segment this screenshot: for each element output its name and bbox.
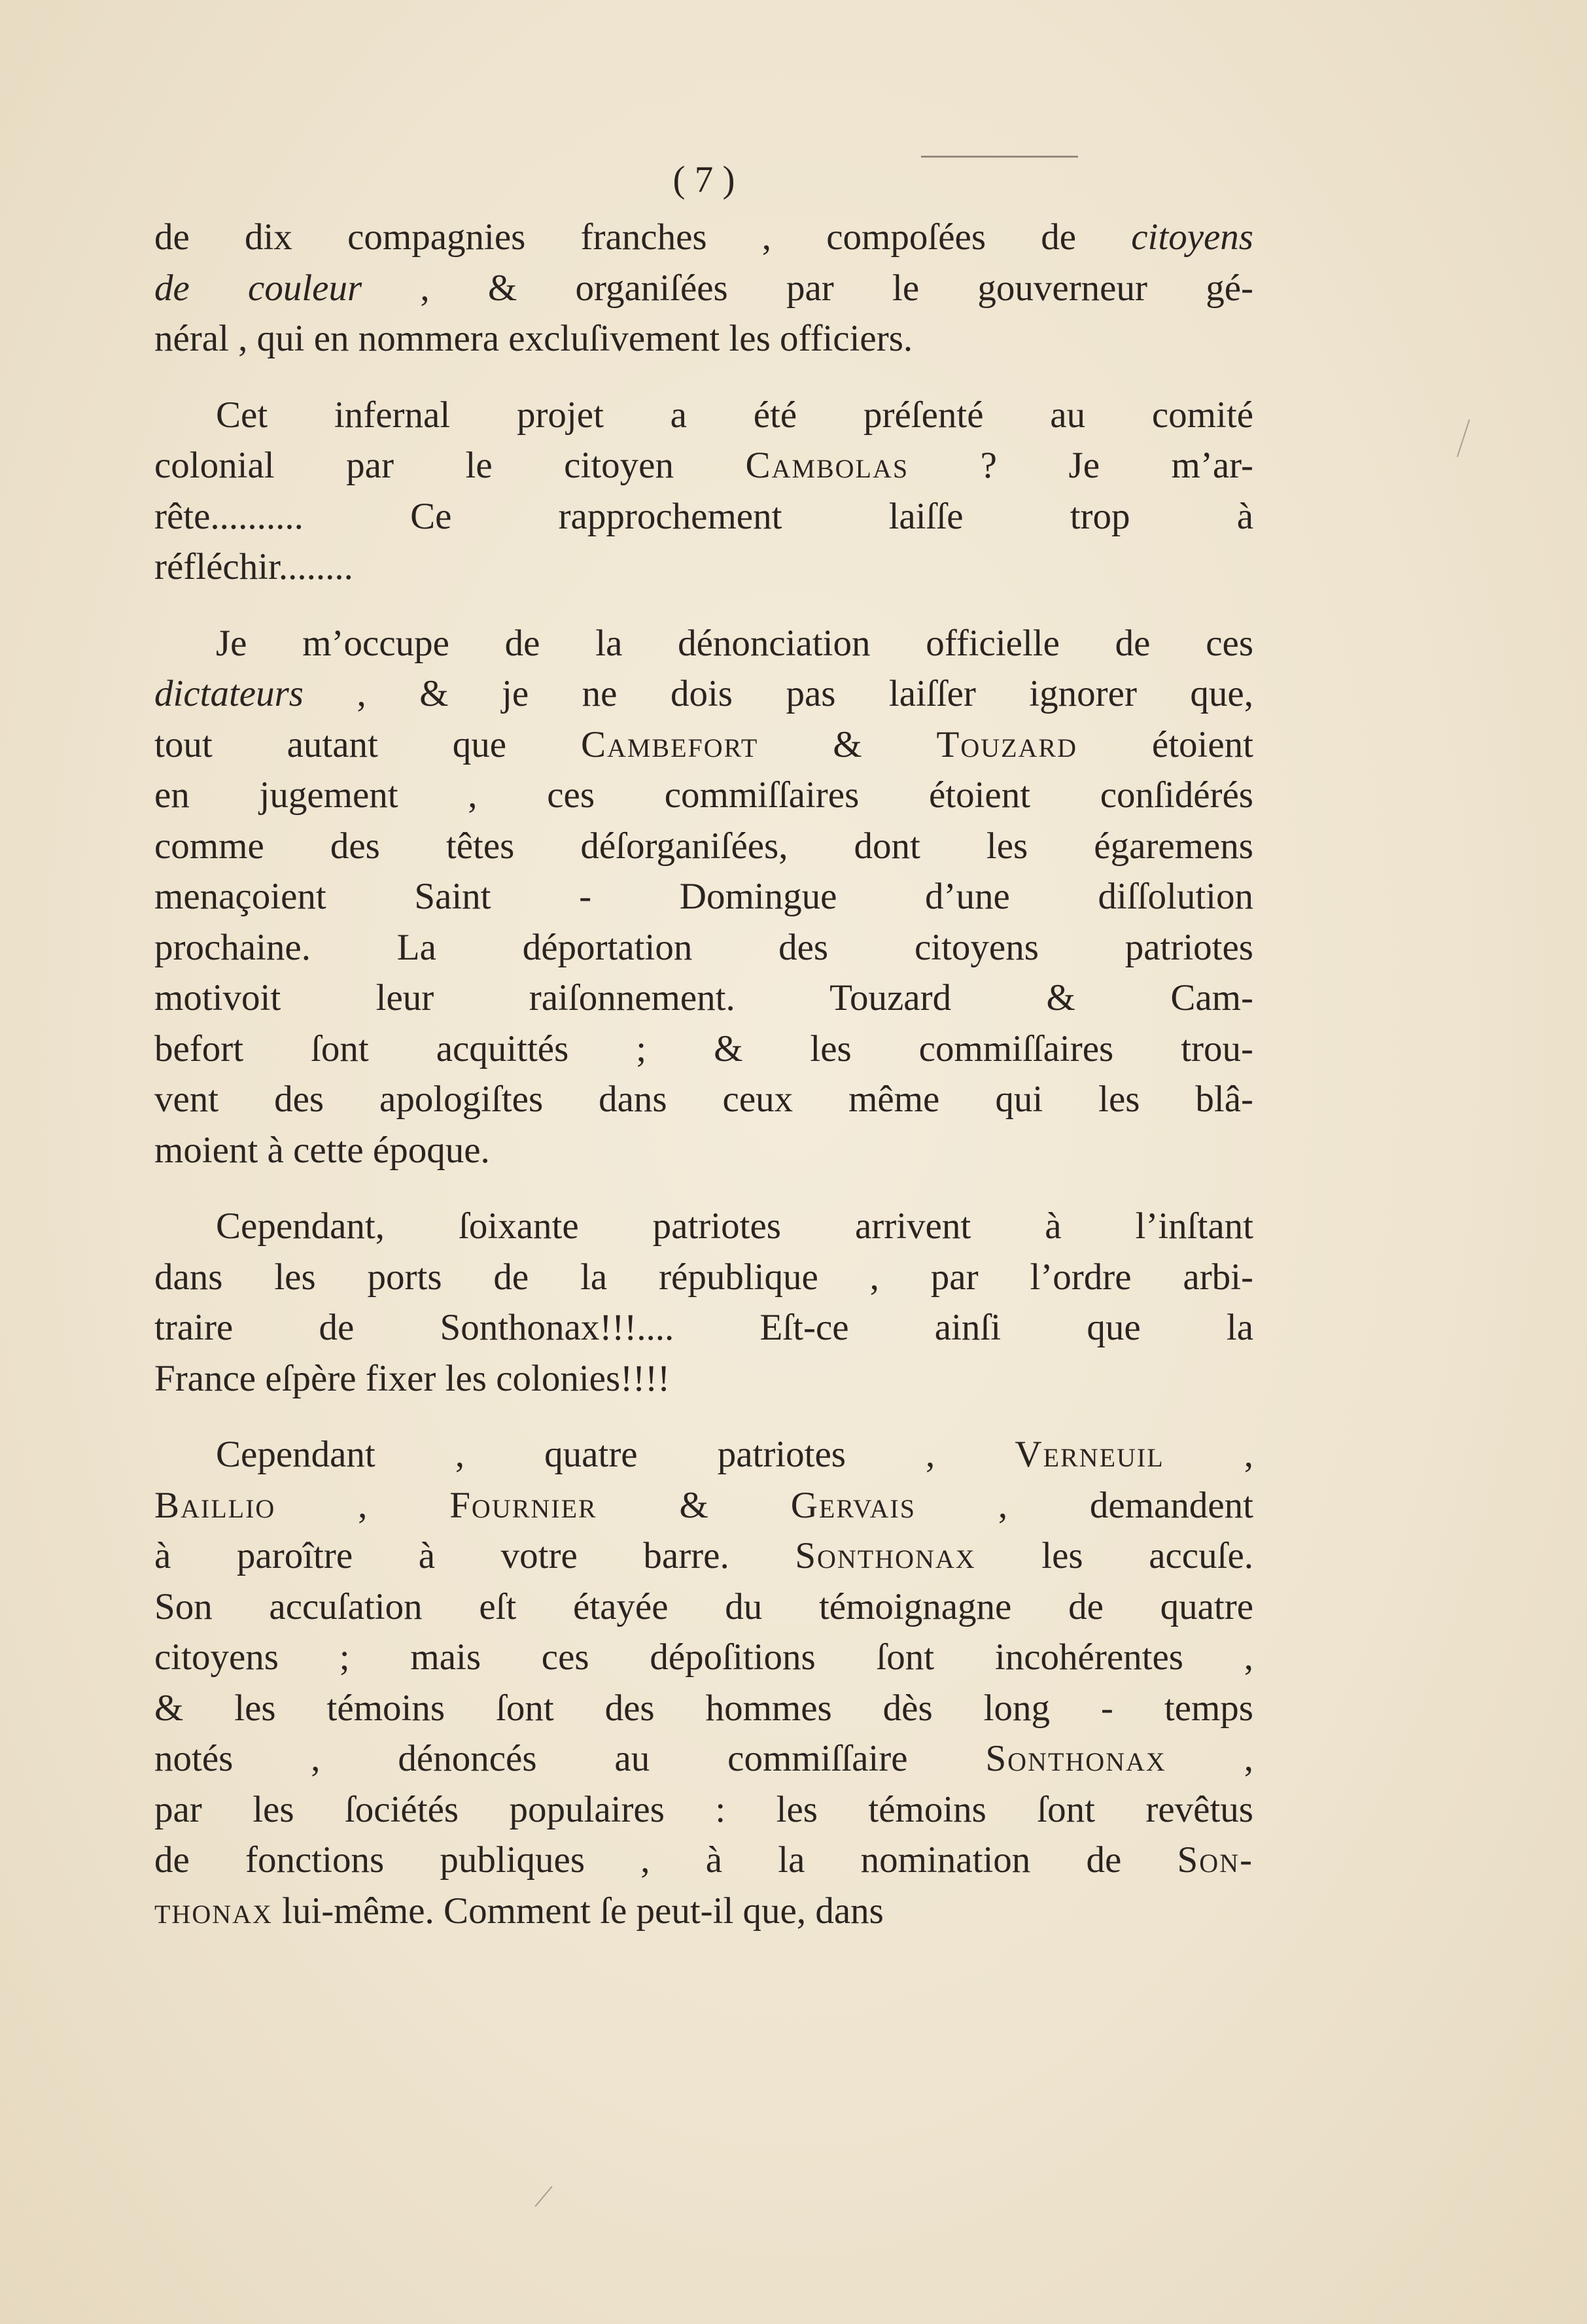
text-run: , bbox=[1166, 1738, 1253, 1779]
text-line bbox=[154, 871, 1253, 922]
small-caps-run: Cambefort bbox=[580, 723, 759, 765]
body-text bbox=[154, 212, 1253, 1936]
text-run: en jugement , ces commiſſaires étoient conſidérés bbox=[154, 774, 1253, 816]
text-run: & bbox=[758, 723, 937, 765]
text-run: notés , dénoncés au commiſſaire bbox=[154, 1738, 986, 1779]
text-run: & bbox=[597, 1484, 791, 1526]
text-run: rête.......... Ce rapprochement laiſſe trop à bbox=[154, 495, 1253, 537]
text-run: moient à cette époque. bbox=[154, 1129, 490, 1171]
paragraph bbox=[154, 390, 1253, 593]
text-run: , bbox=[275, 1484, 450, 1526]
text-line bbox=[154, 1302, 1253, 1353]
text-run: , & je ne dois pas laiſſer ignorer que, bbox=[303, 673, 1253, 714]
text-run: par les ſociétés populaires : les témoins ſont revêtus bbox=[154, 1788, 1253, 1830]
text-run: ? Je m’ar- bbox=[909, 445, 1253, 486]
text-run: les accuſe. bbox=[975, 1535, 1253, 1576]
text-line bbox=[154, 668, 1253, 720]
page-number: ( 7 ) bbox=[672, 159, 735, 200]
text-run: néral , qui en nommera excluſivement les officiers. bbox=[154, 318, 913, 359]
text-line bbox=[154, 1582, 1253, 1633]
text-run: menaçoient Saint - Domingue d’une diſſolution bbox=[154, 876, 1253, 917]
small-caps-run: Touzard bbox=[936, 723, 1077, 765]
text-run: lui-même. Comment ſe peut-il que, dans bbox=[272, 1890, 884, 1932]
paragraph bbox=[154, 1429, 1253, 1936]
page-text bbox=[154, 150, 1253, 1936]
small-caps-run: Sonthonax bbox=[985, 1738, 1166, 1779]
italic-run: dictateurs bbox=[154, 673, 304, 714]
small-caps-run: Gervais bbox=[790, 1484, 916, 1526]
stray-mark bbox=[534, 2186, 552, 2207]
text-run: Son accuſation eſt étayée du témoignagne de quatre bbox=[154, 1586, 1253, 1627]
text-line bbox=[154, 1531, 1253, 1582]
text-run: comme des têtes déſorganiſées, dont les égaremens bbox=[154, 825, 1253, 867]
text-run: , & organiſées par le gouverneur gé- bbox=[362, 267, 1253, 309]
text-run: traire de Sonthonax!!!.... Eſt-ce ainſi que la bbox=[154, 1307, 1253, 1348]
text-run: de fonctions publiques , à la nomination de bbox=[154, 1839, 1177, 1881]
text-line bbox=[154, 263, 1253, 314]
italic-run: de couleur bbox=[154, 267, 362, 309]
text-line bbox=[154, 1683, 1253, 1734]
text-run: , demandent bbox=[916, 1484, 1253, 1526]
text-run: motivoit leur raiſonnement. Touzard & Cam- bbox=[154, 977, 1253, 1018]
text-line bbox=[154, 922, 1253, 973]
text-line bbox=[154, 770, 1253, 821]
text-line bbox=[154, 1784, 1253, 1835]
text-line bbox=[154, 1074, 1253, 1125]
small-caps-run: Cambolas bbox=[745, 445, 909, 486]
paragraph bbox=[154, 618, 1253, 1176]
text-line bbox=[154, 1353, 1253, 1404]
text-run: & les témoins ſont des hommes dès long - temps bbox=[154, 1687, 1253, 1729]
text-line bbox=[154, 973, 1253, 1024]
small-caps-run: Verneuil bbox=[1015, 1434, 1164, 1475]
text-run: prochaine. La déportation des citoyens patriotes bbox=[154, 926, 1253, 968]
text-run: Je m’occupe de la dénonciation officielle de ces bbox=[216, 622, 1253, 664]
text-run: réfléchir........ bbox=[154, 546, 353, 587]
text-line bbox=[154, 390, 1253, 441]
text-run: colonial par le citoyen bbox=[154, 445, 746, 486]
text-run: vent des apologiſtes dans ceux même qui les blâ- bbox=[154, 1079, 1253, 1120]
text-run: Cependant , quatre patriotes , bbox=[216, 1434, 1015, 1475]
small-caps-run: Sonthonax bbox=[795, 1535, 976, 1576]
text-line bbox=[154, 1024, 1253, 1075]
text-run: Cependant, ſoixante patriotes arrivent à l’inſtant bbox=[216, 1205, 1253, 1247]
text-line bbox=[154, 1480, 1253, 1531]
text-run: tout autant que bbox=[154, 723, 581, 765]
text-line bbox=[154, 542, 1253, 593]
text-run: Cet infernal projet a été préſenté au comité bbox=[216, 394, 1253, 436]
small-caps-run: Son- bbox=[1177, 1839, 1253, 1881]
text-line bbox=[154, 1429, 1253, 1480]
text-run: à paroître à votre barre. bbox=[154, 1535, 795, 1576]
text-line bbox=[154, 440, 1253, 491]
text-line bbox=[154, 1886, 1253, 1937]
text-line bbox=[154, 720, 1253, 771]
text-line bbox=[154, 491, 1253, 542]
stray-mark bbox=[1457, 419, 1470, 457]
small-caps-run: Baillio bbox=[154, 1484, 276, 1526]
text-run: France eſpère fixer les colonies!!!! bbox=[154, 1357, 671, 1399]
italic-run: citoyens bbox=[1131, 217, 1253, 258]
paragraph bbox=[154, 1201, 1253, 1404]
text-line bbox=[154, 1201, 1253, 1252]
text-run: étoient bbox=[1077, 723, 1254, 765]
small-caps-run: thonax bbox=[154, 1890, 273, 1932]
text-line bbox=[154, 1252, 1253, 1303]
text-run: , bbox=[1164, 1434, 1253, 1475]
text-line bbox=[154, 1632, 1253, 1683]
text-run: dans les ports de la république , par l’ordre arbi- bbox=[154, 1256, 1253, 1298]
text-line bbox=[154, 313, 1253, 364]
text-run: de dix compagnies franches , compoſées de bbox=[154, 217, 1132, 258]
text-line bbox=[154, 821, 1253, 872]
paragraph bbox=[154, 212, 1253, 364]
text-line bbox=[154, 618, 1253, 669]
text-run: citoyens ; mais ces dépoſitions ſont incohérentes , bbox=[154, 1637, 1253, 1678]
text-run: befort ſont acquittés ; & les commiſſaires trou- bbox=[154, 1028, 1253, 1069]
text-line bbox=[154, 212, 1253, 263]
small-caps-run: Fournier bbox=[449, 1484, 597, 1526]
text-line bbox=[154, 1733, 1253, 1784]
text-line bbox=[154, 1835, 1253, 1886]
text-line bbox=[154, 1125, 1253, 1176]
